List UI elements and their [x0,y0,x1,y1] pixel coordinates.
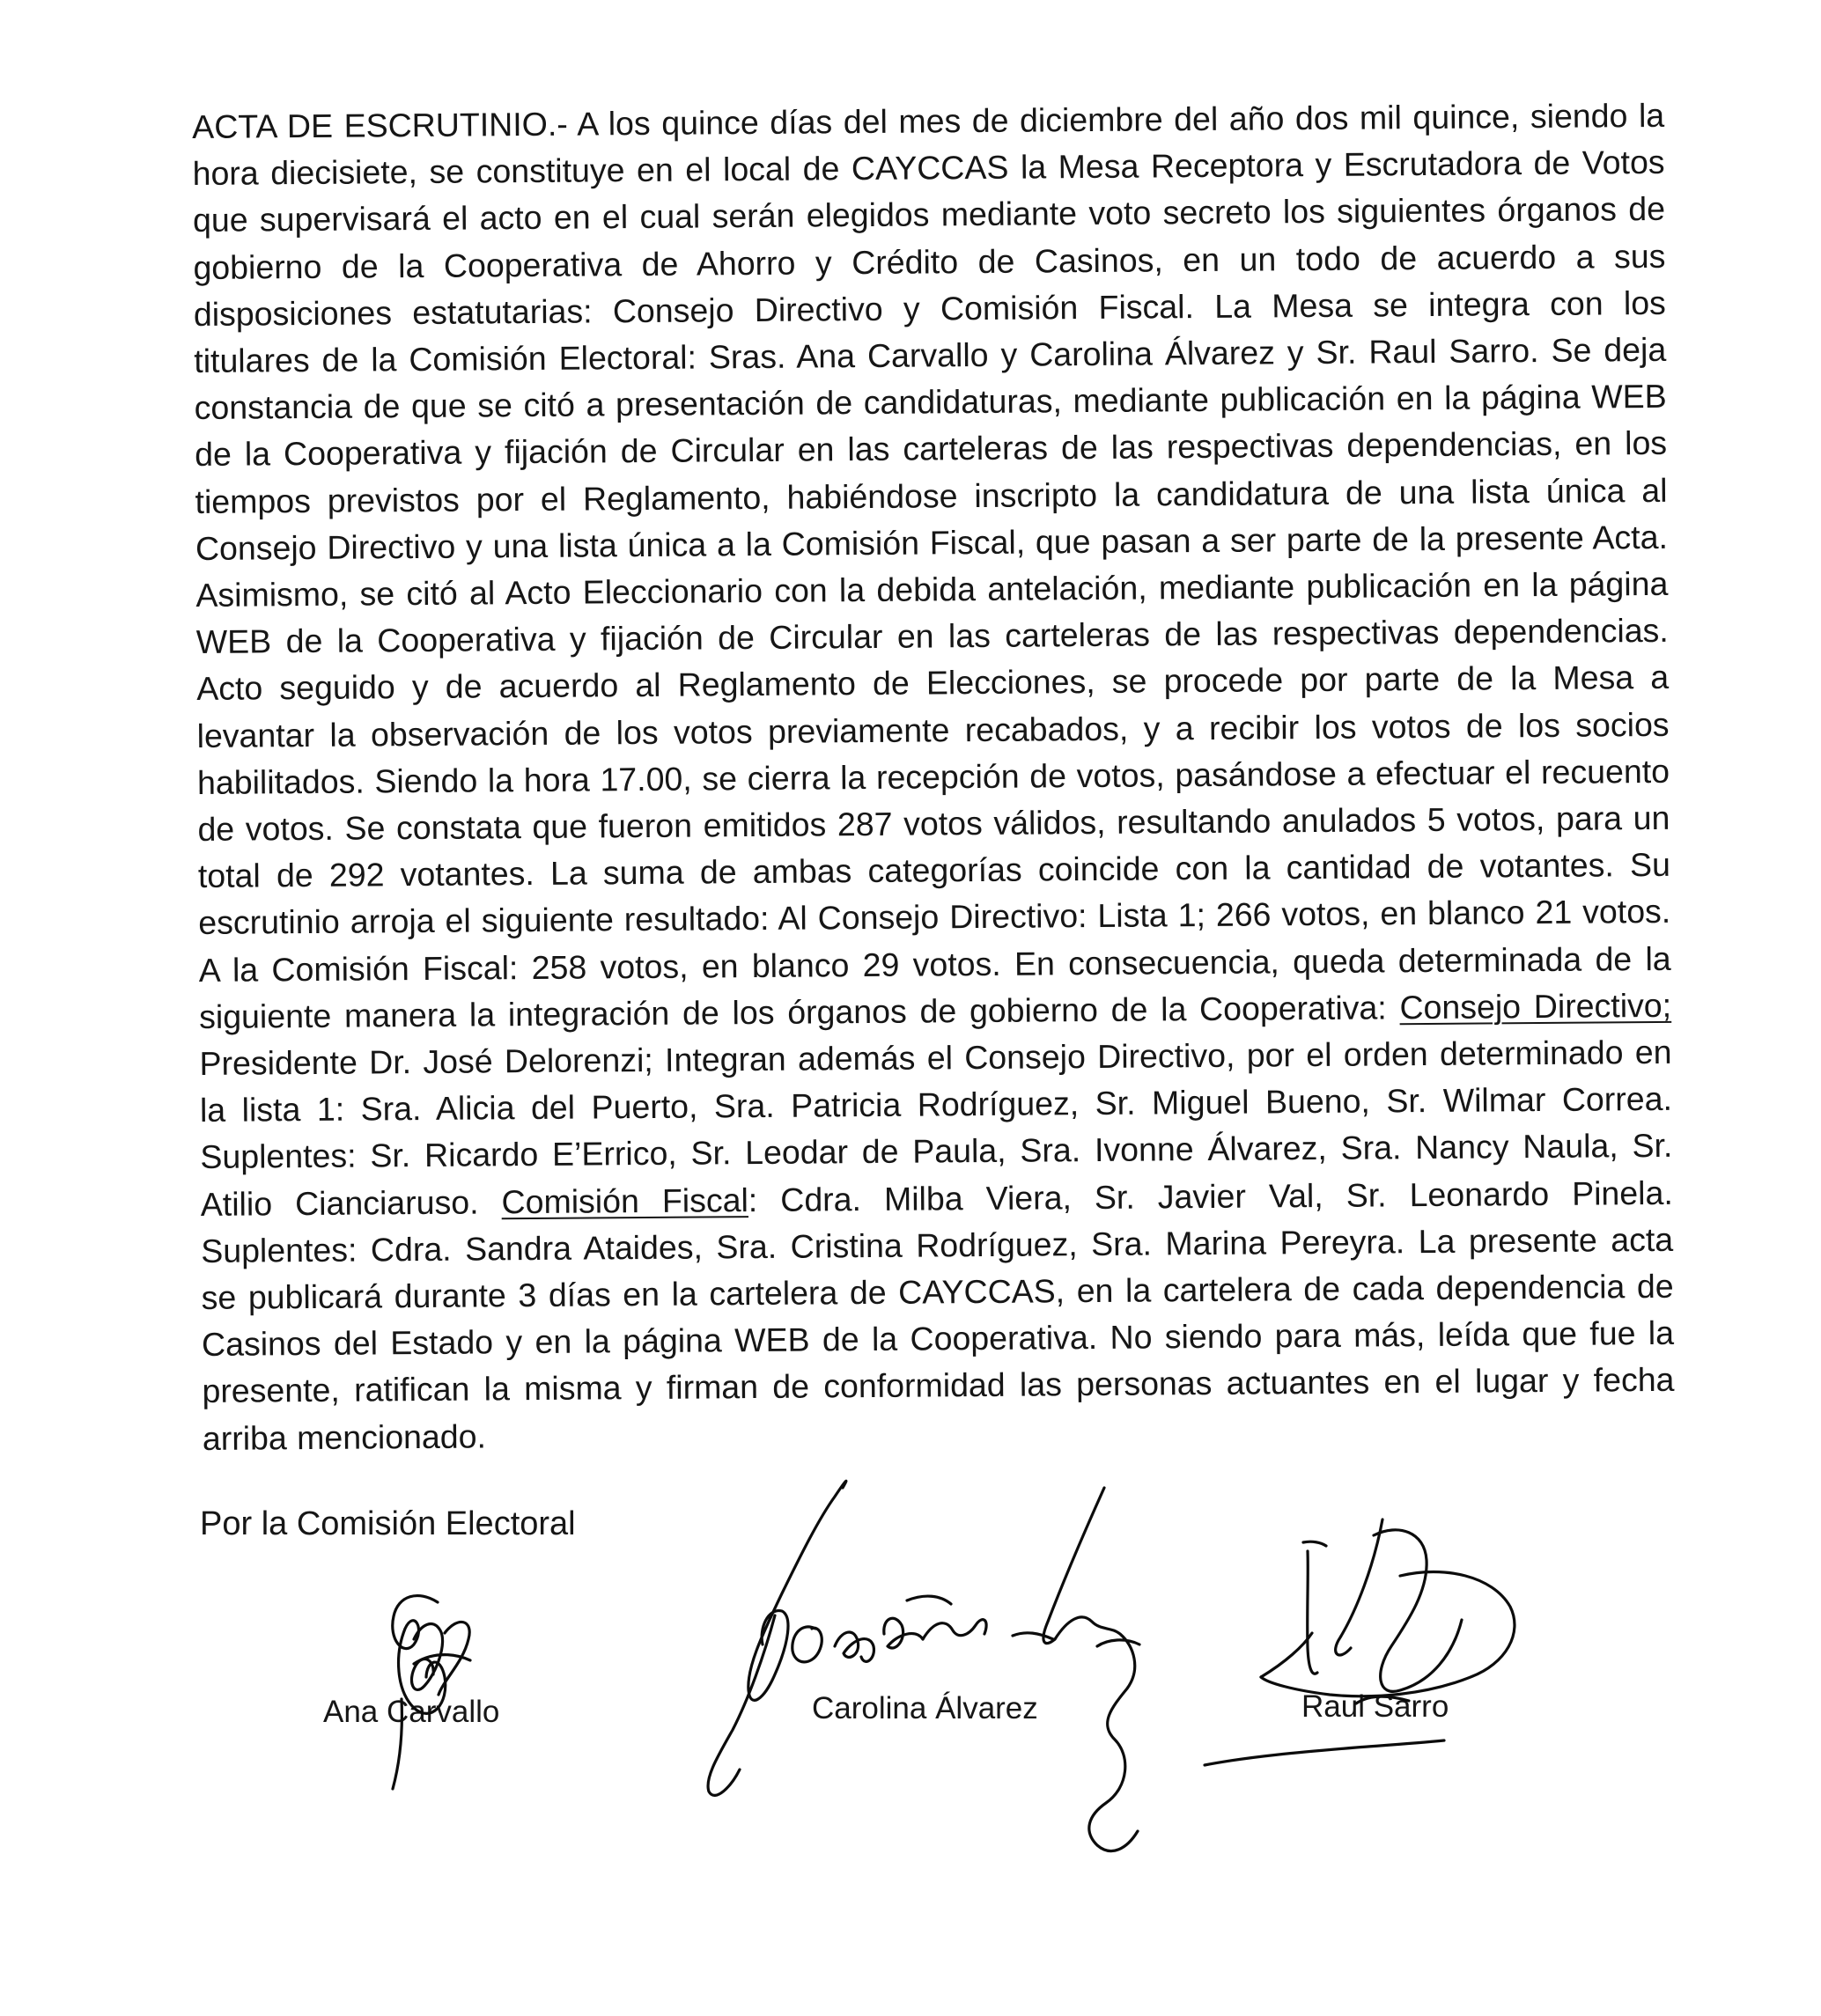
signature-raul-sarro [1205,1519,1515,1765]
signer-name-carolina-alvarez: Carolina Álvarez [812,1691,1038,1725]
acta-body-text [192,92,1675,1462]
consejo-directivo-heading: Consejo Directivo; [1399,986,1672,1026]
acta-text-part-1: ACTA DE ESCRUTINIO.- A los quince días del mes de diciembre del año dos mil quince, siendo la hora diecisiete, se constituye en el local de CAYCCAS la Mesa Receptora y Escrutadora de Votos que supervisará el acto en el cual serán elegidos mediante voto secreto los siguientes órganos de gobierno de la Cooperativa de Ahorro y Crédito de Casinos, en un todo de acuerdo a sus disposiciones estatutarias: Consejo Directivo y Comisión Fiscal. La Mesa se integra con los titulares de la Comisión Electoral: Sras. Ana Carvallo y Carolina Álvarez y Sr. Raul Sarro. Se deja constancia de que se citó a presentación de candidaturas, mediante publicación en la página WEB de la Cooperativa y fijación de Circular en las carteleras de las respectivas dependencias, en los tiempos previstos por el Reglamento, habiéndose inscripto la candidatura de una lista única al Consejo Directivo y una lista única a la Comisión Fiscal, que pasan a ser parte de la presente Acta. Asimismo, se citó al Acto Eleccionario con la debida antelación, mediante publicación en la página WEB de la Cooperativa y fijación de Circular en las carteleras de las respectivas dependencias. Acto seguido y de acuerdo al Reglamento de Elecciones, se procede por parte de la Mesa a levantar la observación de los votos previamente recabados, y a recibir los votos de los socios habilitados. Siendo la hora 17.00, se cierra la recepción de votos, pasándose a efectuar el recuento de votos. Se constata que fueron emitidos 287 votos válidos, resultando anulados 5 votos, para un total de 292 votantes. La suma de ambas categorías coincide con la cantidad de votantes. Su escrutinio arroja el siguiente resultado: Al Consejo Directivo: Lista 1; 266 votos, en blanco 21 votos. A la Comisión Fiscal: 258 votos, en blanco 29 votos. En consecuencia, queda determinada de la siguiente manera la integración de los órganos de gobierno de la Cooperativa: [192,96,1671,1035]
acta-text-part-2: Presidente Dr. José Delorenzi; Integran además el Consejo Directivo, por el orden determinado en la lista 1: Sra. Alicia del Puerto, Sra. Patricia Rodríguez, Sr. Miguel Bueno, Sr. Wilmar Correa. Suplentes: Sr. Ricardo E’Errico, Sr. Leodar de Paula, Sra. Ivonne Álvarez, Sra. Nancy Naula, Sr. Atilio Cianciaruso. [199,1033,1673,1223]
comision-fiscal-heading: Comisión Fiscal [501,1181,748,1220]
acta-text-part-3: : Cdra. Milba Viera, Sr. Javier Val, Sr. Leonardo Pinela. Suplentes: Cdra. Sandra Ataides, Sra. Cristina Rodríguez, Sra. Marina Pereyra. La presente acta se publicará durante 3 días en la cartelera de CAYCCAS, en la cartelera de cada dependencia de Casinos del Estado y en la página WEB de la Cooperativa. No siendo para más, leída que fue la presente, ratifican la misma y firman de conformidad las personas actuantes en el lugar y fecha arriba mencionado. [201,1174,1675,1457]
signer-name-raul-sarro: Raul Sarro [1301,1689,1449,1724]
signer-name-ana-carvallo: Ana Carvallo [323,1695,500,1729]
signature-carolina-alvarez [708,1481,1139,1850]
electoral-commission-label: Por la Comisión Electoral [200,1505,576,1542]
